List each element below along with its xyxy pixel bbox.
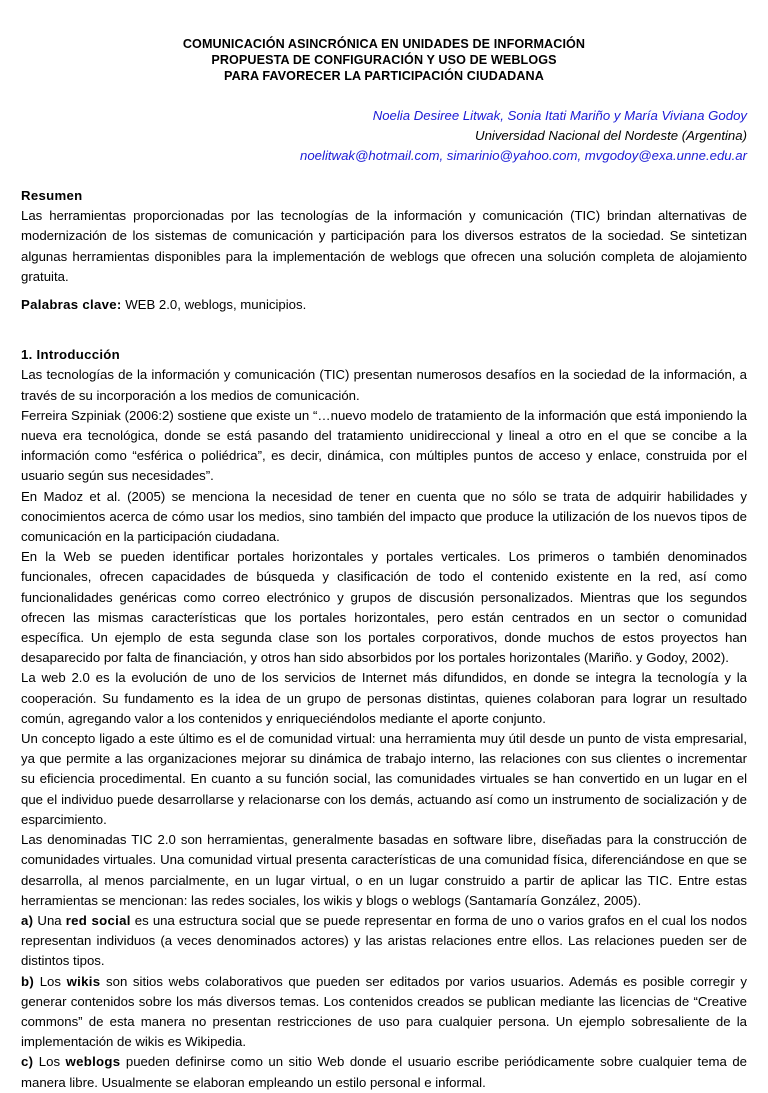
author-block [21, 106, 747, 166]
list-item-weblogs [21, 1052, 747, 1092]
item-marker: c) [21, 1054, 34, 1070]
intro-paragraph: En Madoz et al. (2005) se menciona la necesidad de tener en cuenta que no sólo se trata de adquirir habilidades y conocimientos acerca de cómo usar los medios, sino también del impacto que produce la utilización de los nuevos tipos de comunicación en la participación ciudadana. [21, 488, 747, 545]
title-line-2: PROPUESTA DE CONFIGURACIÓN Y USO DE WEBLOGS [211, 53, 557, 67]
item-term: weblogs [65, 1054, 121, 1070]
author-affiliation: Universidad Nacional del Nordeste (Argentina) [475, 128, 747, 143]
abstract-heading: Resumen [21, 188, 83, 203]
title-line-1: COMUNICACIÓN ASINCRÓNICA EN UNIDADES DE INFORMACIÓN [182, 37, 586, 51]
paper-title [21, 36, 747, 84]
keywords-line [21, 295, 747, 315]
title-line-3: PARA FAVORECER LA PARTICIPACIÓN CIUDADANA [224, 69, 544, 83]
item-term: red social [65, 912, 131, 928]
introduction-heading: 1. Introducción [21, 347, 121, 363]
author-emails[interactable]: noelitwak@hotmail.com, simarinio@yahoo.com, mvgodoy@exa.unne.edu.ar [300, 148, 747, 163]
list-item-red-social [21, 911, 747, 972]
intro-paragraph: Las denominadas TIC 2.0 son herramientas, generalmente basadas en software libre, diseñadas para la construcción de comunidades virtuales. Una comunidad virtual presenta características de una comunidad física, diferenciándose en que se desarrolla, al menos parcialmente, en un lugar virtual, o en un lugar construido a partir de aplicar las TIC. Entre estas herramientas se mencionan: las redes sociales, los wikis y blogs o weblogs (Santamaría González, 2005). [21, 832, 747, 908]
intro-paragraph: Ferreira Szpiniak (2006:2) sostiene que existe un “…nuevo modelo de tratamiento de la información que está imponiendo la nueva era tecnológica, donde se está pasando del tratamiento unidireccional y lineal a otro en el que se concibe a la información como “esférica o poliédrica”, es decir, dinámica, con múltiples puntos de acceso y enlace, construida por el usuario según sus necesidades”. [21, 407, 747, 484]
item-pre: Una [33, 912, 66, 928]
item-marker: b) [21, 973, 35, 989]
item-term: wikis [66, 973, 101, 989]
abstract-text: Las herramientas proporcionadas por las tecnologías de la información y comunicación (TIC) brindan alternativas de modernización de los sistemas de comunicación y participación para los diversos estratos de la sociedad. Se sintetizan algunas herramientas disponibles para la implementación de weblogs que ofrecen una solución completa de alojamiento gratuita. [21, 208, 747, 284]
intro-paragraph: Un concepto ligado a este último es el de comunidad virtual: una herramienta muy útil desde un punto de vista empresarial, ya que permite a las organizaciones mejorar su dinámica de trabajo interno, las relaciones con sus clientes o incrementar su eficiencia procedimental. En cuanto a su función social, las comunidades virtuales se han convertido en un lugar en el que el individuo puede desarrollarse y relacionarse con los demás, actuando así como un instrumento de socialización y de esparcimiento. [21, 731, 747, 827]
item-marker: a) [21, 912, 34, 928]
author-names: Noelia Desiree Litwak, Sonia Itati Mariño y María Viviana Godoy [372, 108, 747, 123]
keywords-text: WEB 2.0, weblogs, municipios. [121, 297, 307, 313]
introduction-section [21, 345, 747, 1093]
intro-paragraph: En la Web se pueden identificar portales horizontales y portales verticales. Los primeros o también denominados funcionales, ofrecen capacidades de búsqueda y clasificación de todo el contenido existente en la red, así como funcionalidades genéricas como correo electrónico y grupos de discusión personalizados. Mientras que los segundos ofrecen las mismas características que los portales horizontales, pero están centrados en un sector o comunidad específica. Un ejemplo de esta segunda clase son los portales corporativos, donde muchos de estos proyectos han desaparecido por falta de financiación, y otros han sido absorbidos por los portales horizontales (Mariño. y Godoy, 2002). [21, 549, 747, 666]
item-body: es una estructura social que se puede representar en forma de uno o varios grafos en el cual los nodos representan individuos (a veces denominados actores) y las aristas relaciones entre ellos. Las relaciones pueden ser de distintos tipos. [21, 912, 747, 969]
abstract-section [21, 186, 747, 287]
intro-paragraph: Las tecnologías de la información y comunicación (TIC) presentan numerosos desafíos en la sociedad de la información, a través de su incorporación a los medios de comunicación. [21, 367, 747, 403]
item-body: pueden definirse como un sitio Web donde el usuario escribe periódicamente sobre cualquier tema de manera libre. Usualmente se elaboran empleando un estilo personal e informal. [21, 1054, 747, 1090]
keywords-label: Palabras clave: [21, 297, 122, 313]
intro-paragraph: La web 2.0 es la evolución de uno de los servicios de Internet más difundidos, en donde se integra la tecnología y la cooperación. Su fundamento es la idea de un grupo de personas distintas, quienes colaboran para lograr un resultado común, agregando valor a los contenidos y enriqueciéndolos mediante el aporte conjunto. [21, 670, 747, 726]
item-body: son sitios webs colaborativos que pueden ser editados por varios usuarios. Además es posible corregir y generar contenidos sobre los más diversos temas. Los contenidos creados se publican mediante las licencias de “Creative commons” de esta manera no presentan restricciones de uso para cualquier persona. Un ejemplo sobresaliente de la implementación de wikis es Wikipedia. [21, 973, 748, 1050]
item-pre: Los [34, 973, 67, 989]
item-pre: Los [33, 1054, 66, 1070]
list-item-wikis [21, 972, 747, 1053]
